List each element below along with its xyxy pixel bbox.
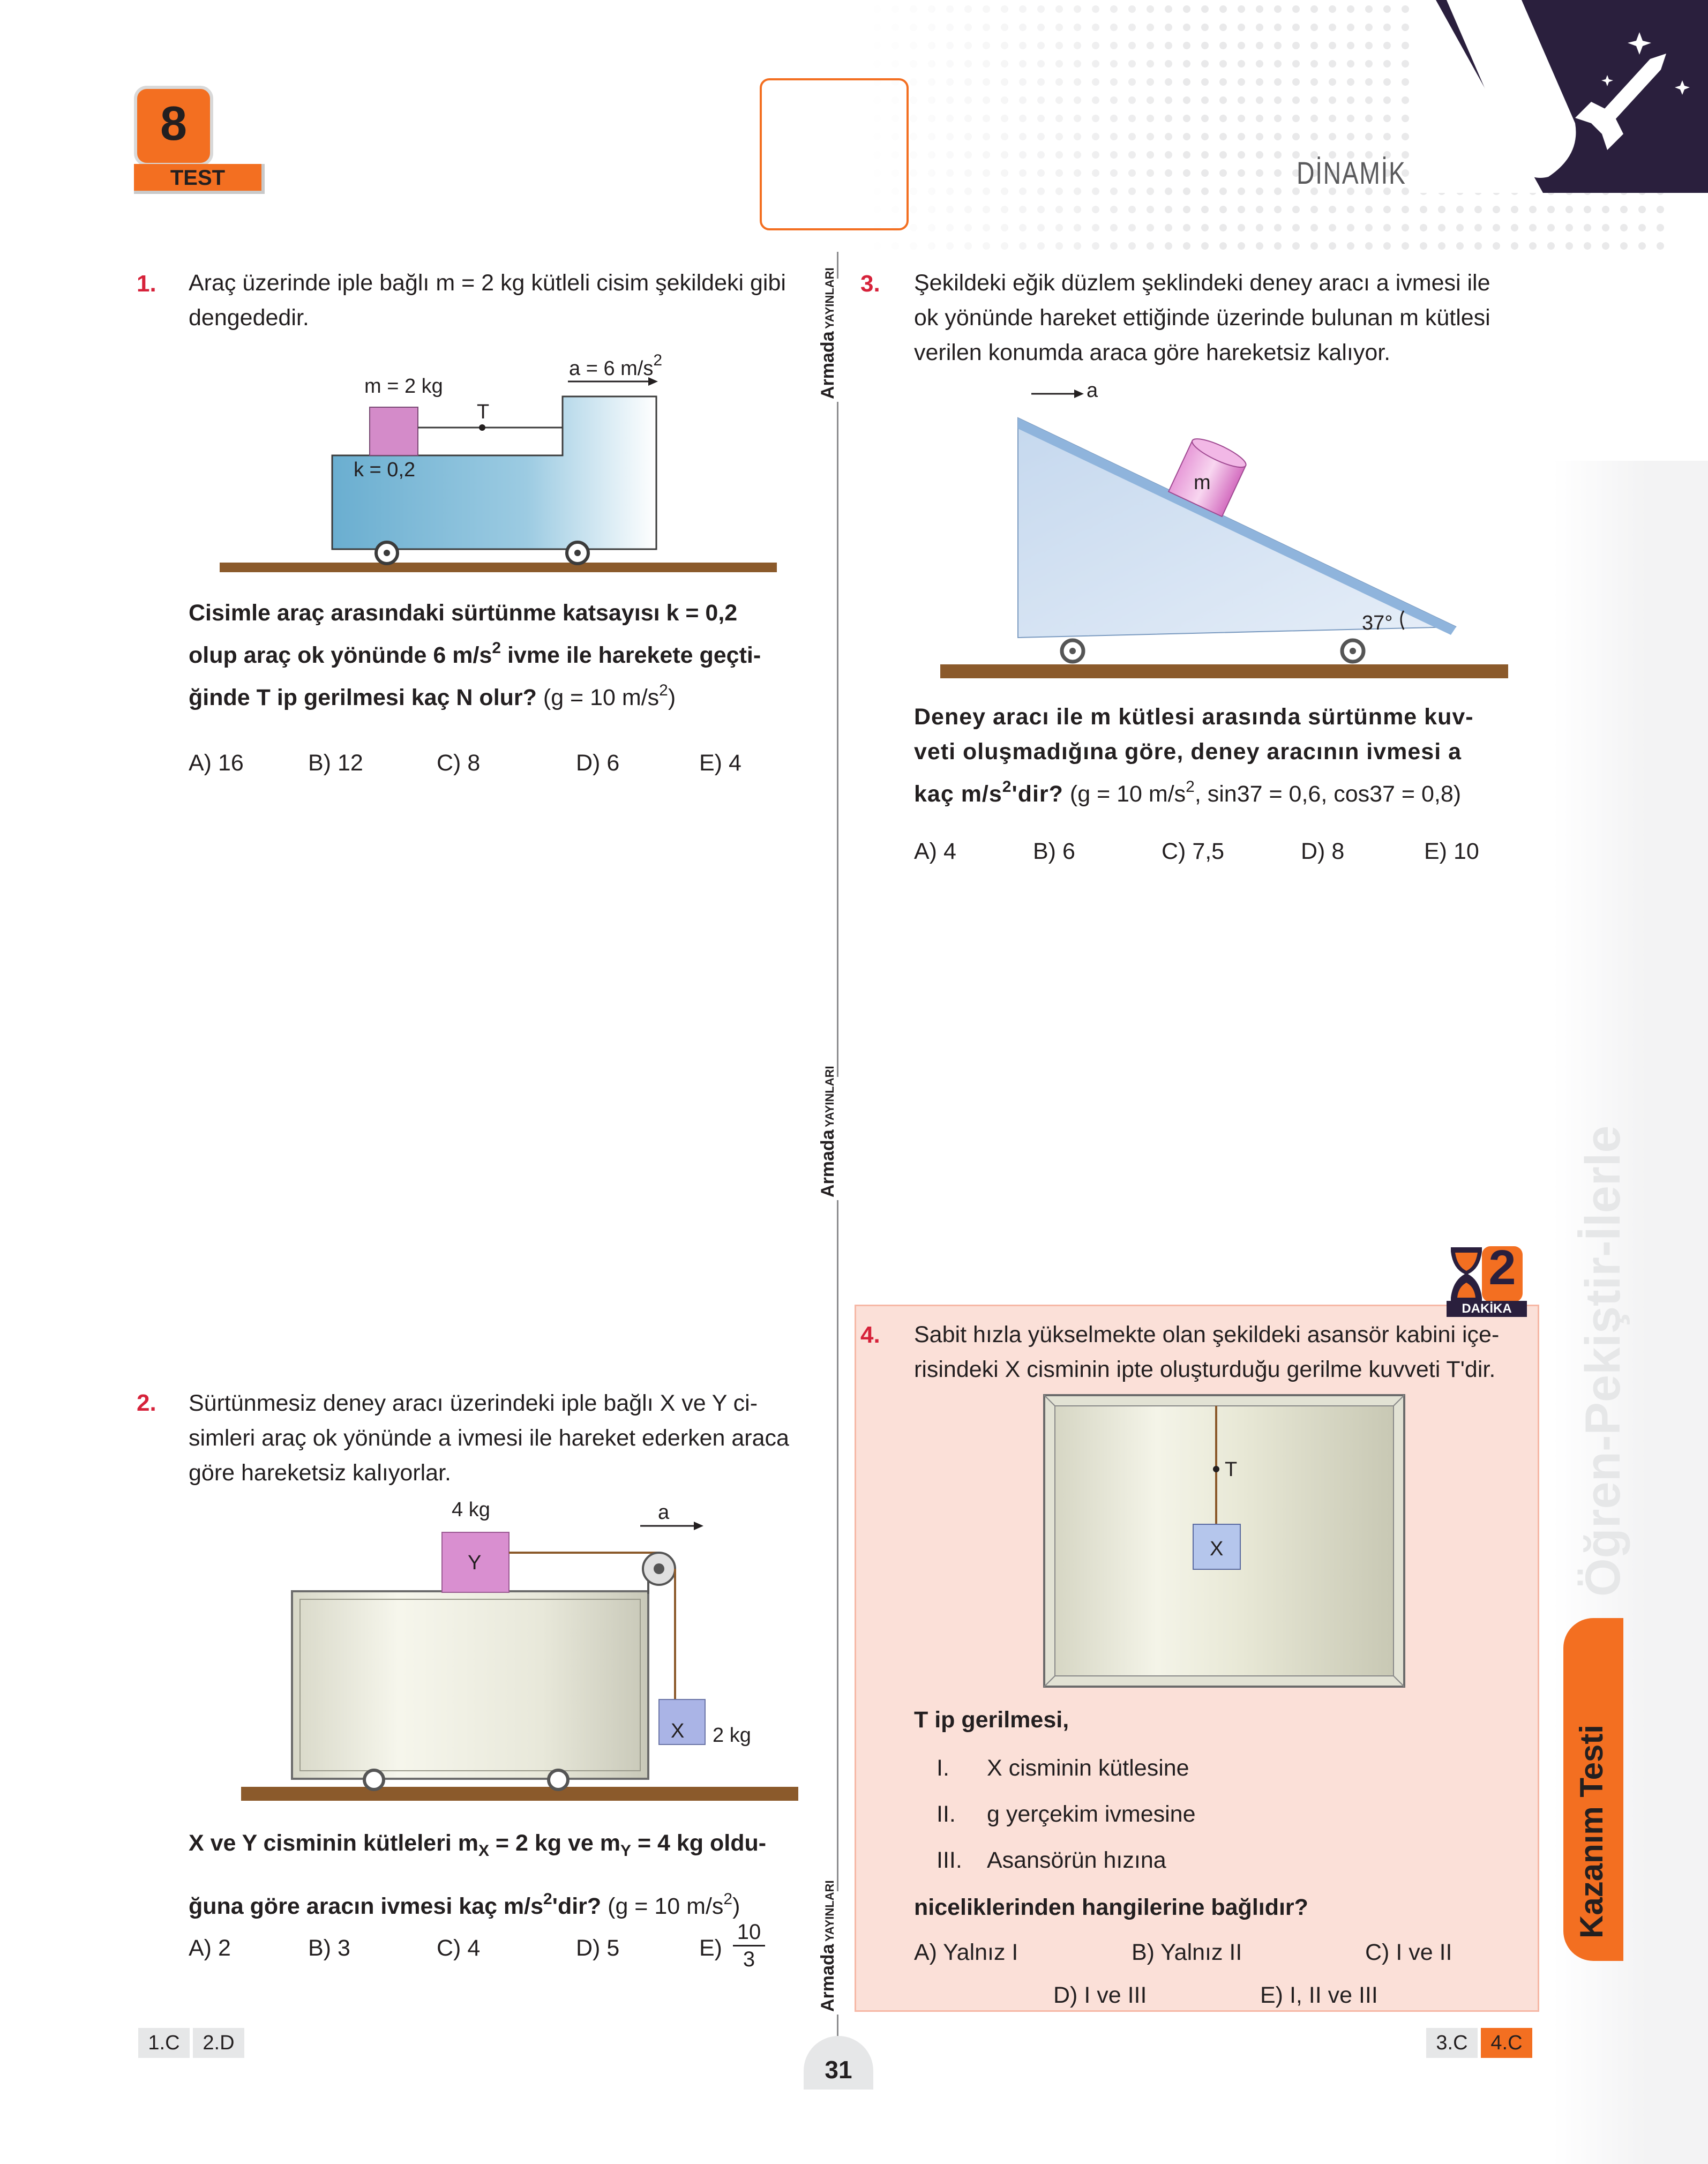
brand-logo: Armada YAYINLARI	[816, 279, 859, 402]
q4-item-text: Asansörün hızına	[987, 1847, 1166, 1873]
q4-item-text: X cisminin kütlesine	[987, 1755, 1189, 1781]
q4-option-d[interactable]: D) I ve III	[1053, 1982, 1147, 2008]
kazanim-tab-label: Kazanım Testi	[1574, 1725, 1609, 1938]
q2-option-e-fraction: 10 3	[733, 1919, 765, 1972]
q2-label-x: X	[671, 1720, 685, 1742]
q3-figure	[932, 375, 1511, 686]
corner-decoration	[1414, 0, 1708, 198]
q3-option-d[interactable]: D) 8	[1301, 838, 1345, 864]
q3-option-b[interactable]: B) 6	[1033, 838, 1075, 864]
vertical-title: Öğren-Pekiştir-İlerle	[1576, 1125, 1630, 1597]
q1-tension-label: T	[477, 401, 490, 423]
answer-key-item: 4.C	[1481, 2028, 1532, 2058]
wheel	[364, 1770, 384, 1789]
q4-label-x: X	[1210, 1538, 1224, 1560]
q2-figure	[236, 1500, 814, 1811]
q3-mass-label: m	[1194, 471, 1211, 494]
q4-tension-label: T	[1225, 1458, 1238, 1481]
q3-accel-label: a	[1087, 379, 1098, 402]
q2-mass-y: 4 kg	[452, 1499, 490, 1521]
q1-mass-label: m = 2 kg	[364, 375, 443, 398]
q1-friction-label: k = 0,2	[354, 459, 416, 481]
q2-option-a[interactable]: A) 2	[189, 1935, 231, 1961]
test-number: 8	[160, 97, 188, 151]
block-m	[370, 407, 418, 455]
answer-key-item: 1.C	[138, 2028, 190, 2058]
test-label: TEST	[134, 164, 265, 194]
q4-option-b[interactable]: B) Yalnız II	[1132, 1940, 1242, 1965]
ground	[241, 1787, 798, 1801]
q4-figure	[1042, 1393, 1406, 1693]
q3-question: Deney aracı ile m kütlesi arasında sürtünme kuv- veti oluşmadığına göre, deney aracının ivmesi a kaç $m/s^2'dir$? (g = 10 $m/s^2$, sin37 = 0,6, cos37 = 0,8)	[914, 704, 1474, 807]
blank-box	[760, 78, 909, 230]
q3-stem: Şekildeki eğik düzlem şeklindeki deney aracı a ivmesi ile ok yönünde hareket ettiğinde üzerinde bulunan m kütlesi verilen konumda araca göre hareketsiz kalıyor.	[914, 270, 1490, 365]
q4-option-c[interactable]: C) I ve II	[1365, 1940, 1452, 1965]
q4-option-a[interactable]: A) Yalnız I	[914, 1940, 1018, 1965]
q2-label-y: Y	[468, 1552, 482, 1574]
q4-stem: Sabit hızla yükselmekte olan şekildeki asansör kabini içe- risindeki X cisminin ipte oluşturduğu gerilme kuvveti T'dir.	[914, 1322, 1500, 1382]
q1-number: 1.	[137, 271, 156, 297]
q2-accel-label: a	[658, 1501, 670, 1524]
q2-question: X ve Y cisminin kütleleri $m_X = 2$ kg ve $m_Y = 4$ kg oldu- ğuna göre aracın ivmesi kaç $m/s^2'dir$? (g = 10 $m/s^2$)	[189, 1830, 767, 1919]
timer-minutes: 2	[1488, 1240, 1516, 1295]
kazanim-tab[interactable]	[1563, 1618, 1623, 1961]
q4-item-roman: I.	[937, 1755, 949, 1781]
q1-accel-label: a = 6 $m/s^2$	[569, 351, 663, 380]
q1-option-d[interactable]: D) 6	[576, 750, 620, 776]
wheel	[549, 1770, 568, 1789]
cart	[292, 1591, 648, 1779]
q3-option-e[interactable]: E) 10	[1424, 838, 1479, 864]
q1-stem: Araç üzerinde iple bağlı m = 2 kg kütleli cisim şekildeki gibi dengededir.	[189, 270, 786, 331]
timer-badge	[1447, 1242, 1527, 1317]
q3-angle-label: 37°	[1362, 612, 1393, 634]
chapter-title: DİNAMİK	[1297, 156, 1406, 191]
brand-logo: Armada YAYINLARI	[816, 1891, 859, 2015]
ground	[220, 563, 777, 572]
q3-number: 3.	[860, 271, 880, 297]
q2-option-b[interactable]: B) 3	[308, 1935, 350, 1961]
q2-stem: Sürtünmesiz deney aracı üzerindeki iple bağlı X ve Y ci- simleri araç ok yönünde a ivmesi ile hareket ederken araca göre hareketsiz kalıyorlar.	[189, 1390, 789, 1486]
q4-item-text: g yerçekim ivmesine	[987, 1801, 1196, 1827]
brand-logo: Armada YAYINLARI	[816, 1077, 859, 1200]
q4-question-end: niceliklerinden hangilerine bağlıdır?	[914, 1895, 1308, 1920]
q1-question: Cisimle araç arasındaki sürtünme katsayısı k = 0,2 olup araç ok yönünde 6 $m/s^2$ ivme ile harekete geçti- ğinde T ip gerilmesi kaç N olur? (g = 10 $m/s^2$)	[189, 600, 761, 710]
q3-option-c[interactable]: C) 7,5	[1162, 838, 1225, 864]
q4-number: 4.	[860, 1322, 880, 1348]
q1-figure	[220, 348, 782, 579]
q1-option-c[interactable]: C) 8	[437, 750, 481, 776]
answer-key-item: 3.C	[1426, 2028, 1478, 2058]
q2-number: 2.	[137, 1390, 156, 1416]
q2-option-e[interactable]: E)	[699, 1935, 722, 1961]
q1-option-b[interactable]: B) 12	[308, 750, 363, 776]
answer-key-item: 2.D	[193, 2028, 244, 2058]
q4-option-e[interactable]: E) I, II ve III	[1260, 1982, 1378, 2008]
q4-item-roman: III.	[937, 1847, 962, 1873]
q1-option-e[interactable]: E) 4	[699, 750, 741, 776]
q2-mass-x: 2 kg	[713, 1724, 751, 1747]
ground	[940, 664, 1508, 678]
q2-option-d[interactable]: D) 5	[576, 1935, 620, 1961]
q3-option-a[interactable]: A) 4	[914, 838, 956, 864]
timer-label: DAKİKA	[1447, 1301, 1527, 1317]
page-number: 31	[825, 2056, 852, 2084]
test-number-badge	[134, 86, 213, 166]
q4-item-roman: II.	[937, 1801, 956, 1827]
q2-option-c[interactable]: C) 4	[437, 1935, 481, 1961]
q4-question: T ip gerilmesi,	[914, 1707, 1069, 1733]
q1-option-a[interactable]: A) 16	[189, 750, 244, 776]
